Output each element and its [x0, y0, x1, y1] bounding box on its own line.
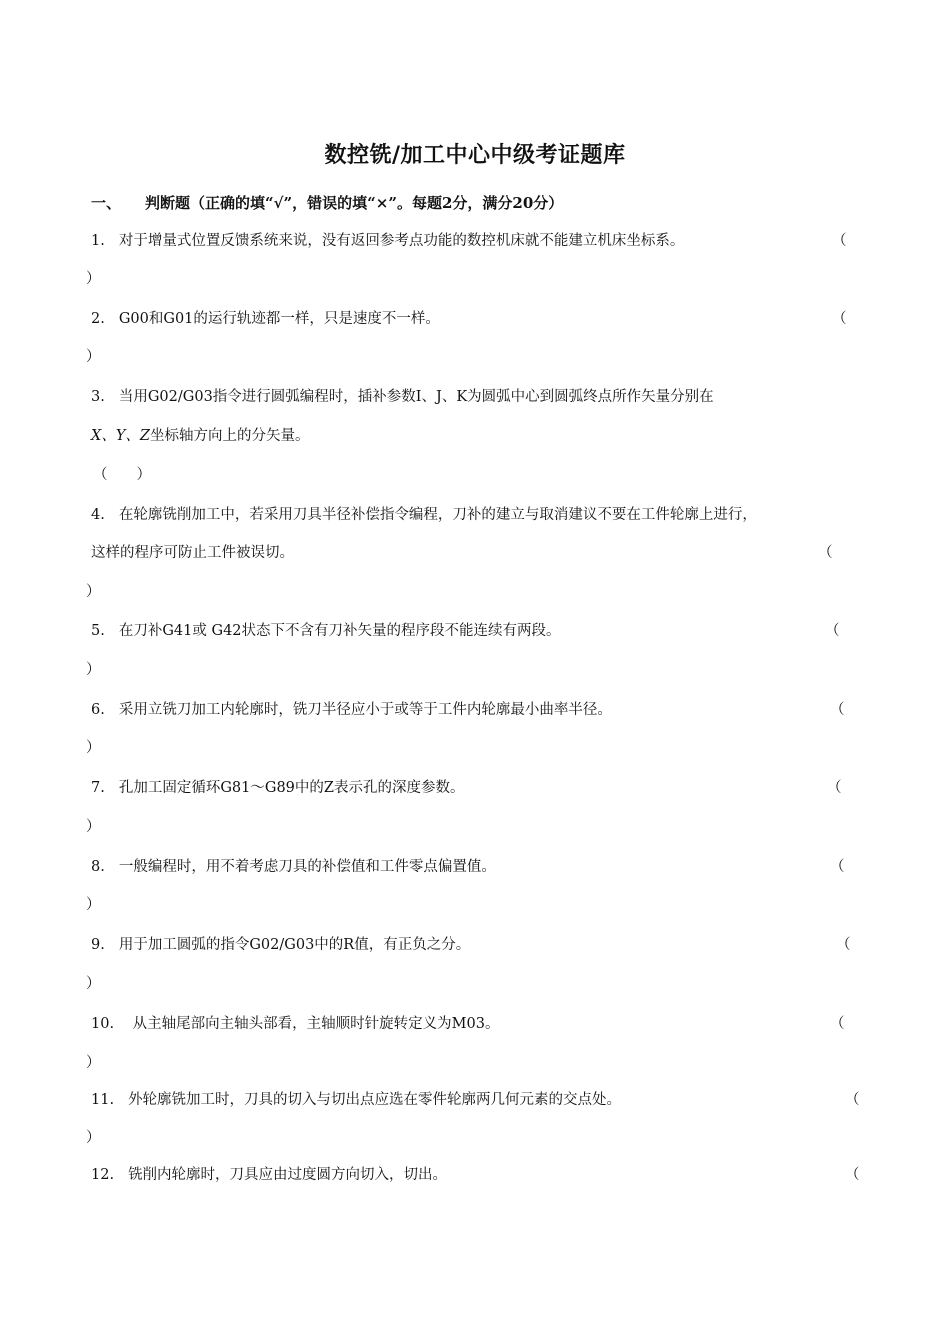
question-9: [91, 935, 470, 955]
question-4: [91, 505, 757, 525]
question-number: 5.: [91, 623, 105, 639]
answer-paren-close: ）: [86, 584, 101, 600]
answer-paren-open: （: [830, 1016, 845, 1032]
answer-paren-open: （: [832, 233, 847, 249]
answer-paren-close: ）: [86, 976, 101, 992]
question-text: 采用立铣刀加工内轮廓时，铣刀半径应小于或等于工件内轮廓最小曲率半径。: [118, 702, 612, 718]
question-number: 9.: [91, 937, 105, 953]
question-number: 7.: [91, 780, 105, 796]
answer-paren-open: （: [845, 1167, 860, 1183]
question-number: 8.: [91, 859, 105, 875]
section-number: 一、: [91, 194, 122, 212]
question-4-continued: [91, 543, 294, 563]
page-title: 数控铣/加工中心中级考证题库: [324, 142, 626, 168]
question-number: 3.: [91, 389, 105, 405]
question-11: [91, 1090, 621, 1110]
question-2: [91, 309, 440, 329]
question-text: 用于加工圆弧的指令G02/G03中的R值，有正负之分。: [118, 937, 471, 953]
question-number: 12.: [91, 1167, 115, 1183]
answer-paren-open: （: [827, 780, 842, 796]
answer-paren: （ ）: [93, 467, 151, 483]
answer-paren-close: ）: [86, 1130, 101, 1146]
question-text: 铣削内轮廓时，刀具应由过度圆方向切入，切出。: [128, 1167, 448, 1183]
question-text: 从主轴尾部向主轴头部看，主轴顺时针旋转定义为M03。: [128, 1016, 500, 1032]
answer-paren-open: （: [830, 702, 845, 718]
answer-paren-open: （: [845, 1092, 860, 1108]
answer-paren-close: ）: [86, 662, 101, 678]
question-text: 对于增量式位置反馈系统来说，没有返回参考点功能的数控机床就不能建立机床坐标系。: [118, 233, 685, 249]
question-number: 11.: [91, 1092, 115, 1108]
question-3: [91, 387, 714, 407]
question-text: G00和G01的运行轨迹都一样，只是速度不一样。: [118, 311, 440, 327]
question-number: 10.: [91, 1016, 115, 1032]
question-12: [91, 1165, 447, 1185]
question-text: 孔加工固定循环G81～G89中的Z表示孔的深度参数。: [118, 780, 465, 796]
section-text: 判断题（正确的填“√”，错误的填“×”。每题2分，满分20分）: [145, 194, 564, 212]
question-10: [91, 1014, 499, 1034]
question-3-continued: [91, 426, 309, 446]
answer-paren-open: （: [825, 623, 840, 639]
question-7: [91, 778, 464, 798]
question-text: 一般编程时，用不着考虑刀具的补偿值和工件零点偏置值。: [118, 859, 496, 875]
question-text: 在刀补G41或 G42状态下不含有刀补矢量的程序段不能连续有两段。: [118, 623, 561, 639]
answer-paren-open: （: [818, 545, 833, 561]
question-text: 外轮廓铣加工时，刀具的切入与切出点应选在零件轮廓两几何元素的交点处。: [128, 1092, 622, 1108]
question-8: [91, 857, 496, 877]
question-text: 在轮廓铣削加工中，若采用刀具半径补偿指令编程，刀补的建立与取消建议不要在工件轮廓上进行，: [118, 507, 757, 523]
question-text: 当用G02/G03指令进行圆弧编程时，插补参数I、J、K为圆弧中心到圆弧终点所作矢量分别在: [118, 389, 714, 405]
question-number: 2.: [91, 311, 105, 327]
axis-letters: X、Y、Z: [91, 428, 150, 444]
question-5: [91, 621, 561, 641]
answer-paren-close: ）: [86, 1055, 101, 1071]
answer-paren-close: ）: [86, 897, 101, 913]
answer-paren-close: ）: [86, 271, 101, 287]
answer-paren-close: ）: [86, 740, 101, 756]
question-number: 4.: [91, 507, 105, 523]
answer-paren-close: ）: [86, 349, 101, 365]
question-6: [91, 700, 612, 720]
question-1: [91, 231, 684, 251]
answer-paren-close: ）: [86, 819, 101, 835]
question-number: 6.: [91, 702, 105, 718]
question-text-continued: 这样的程序可防止工件被误切。: [91, 545, 294, 561]
question-text-continued: 坐标轴方向上的分矢量。: [149, 428, 310, 444]
answer-paren-open: （: [830, 859, 845, 875]
section-heading: [91, 192, 563, 213]
answer-paren-open: （: [836, 937, 851, 953]
answer-paren-open: （: [832, 311, 847, 327]
question-number: 1.: [91, 233, 105, 249]
